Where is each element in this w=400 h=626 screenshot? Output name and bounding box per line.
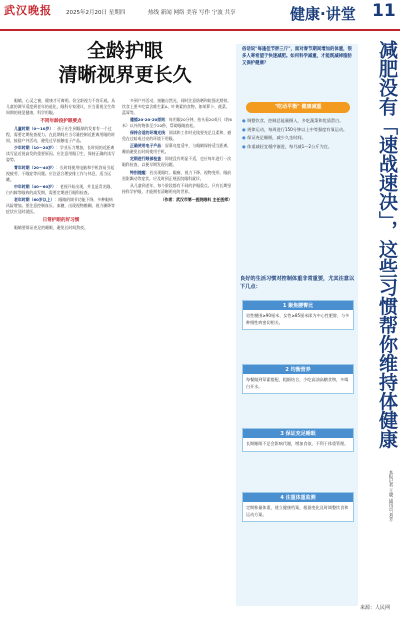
habit-box-3-text: 长期睡眠不足会影响代谢，增加食欲，不利于体重管理。 — [246, 441, 349, 446]
article-column-2 — [122, 98, 232, 204]
paragraph-text: ：每用眼20分钟，抬头看20英尺（约6米）以外的物体至少20秒，帮助眼睛放松。 — [122, 117, 232, 129]
article-body — [6, 98, 234, 613]
paragraph-text: 眼睛要保证充足的睡眠，避免长时间熬夜。 — [14, 225, 88, 231]
paragraph-lead: 中年时期（40～60岁） — [14, 183, 56, 189]
paragraph-text: ：即使没有明显不适，也应每年进行一次眼科检查，以便早期发现问题。 — [122, 156, 232, 168]
paragraph-text: ：孩子出生到眼球的发育有一个过程，需要定期检查视力。在此期间应当尽量控制近距离用眼的时间，鼓励户外活动，避免过早接触电子产品。 — [6, 126, 115, 144]
header-rule — [0, 29, 400, 31]
article-paragraph — [6, 165, 116, 183]
tag-balanced-diet: "吃动平衡" 健康减重 — [246, 102, 350, 113]
habit-box-1-title: 1 聚焦腰臀比 — [243, 301, 353, 310]
bullet-icon: ● — [242, 135, 248, 141]
paragraph-text: ：若出现眼红、眼痛、视力下降、视物变形、眼前黑影飘动等症状，应及时到正规医院眼科就诊。 — [122, 169, 232, 181]
paragraph-lead: 青年时期（20～40岁） — [14, 164, 56, 170]
article-paragraph — [6, 197, 116, 215]
paragraph-text: 眼睛，心灵之窗，健康才可离明。但全龄视力不容乐观。从儿童的调节适度到老年的退化，眼科专家建议，应当重视全生命周期的视觉健康，科学用眼。 — [6, 98, 116, 116]
habit-box-3-title: 3 保证充足睡眠 — [243, 429, 353, 438]
article-paragraph — [122, 130, 232, 142]
article-paragraph — [122, 117, 232, 129]
paragraph-text: ：长时间使用电脑和手机容易引起视疲劳、干眼症等问题。应注意合理安排工作与休息，适当远眺。 — [6, 164, 115, 182]
habit-box-4-title: 4 注重体重监测 — [243, 493, 353, 502]
bullet-icon: ● — [242, 126, 248, 132]
article-headline — [30, 40, 220, 88]
paragraph-text: ：眼睛的调节功能下降，多种眼病风险增加。要注意控制血压、血糖，出现视物模糊、视力骤降等症状应及时就医。 — [6, 196, 115, 214]
article-subheading: 日常护眼的好习惯 — [42, 217, 80, 223]
article-paragraph — [6, 184, 116, 196]
article-paragraph — [122, 183, 232, 195]
panel-intro: 俗话说"每逢佳节胖三斤"，面对春节期间增加的体重，很多人寄希望于快速减肥。如何科学减重，才能既减掉脂肪又保护健康？ — [242, 47, 352, 67]
article-paragraph — [122, 143, 232, 155]
bullet-icon: ● — [242, 118, 248, 123]
article-paragraph — [6, 145, 116, 163]
paragraph-text: 从儿童到老年，每个阶段都有不同的护眼重点。只有长期坚持科学护眼，才能拥有清晰明亮的世界。 — [122, 182, 232, 194]
article-paragraph — [6, 126, 116, 144]
headline-line-1: 全龄护眼 — [86, 40, 163, 62]
habit-box-2-text: 每餐做到荤素搭配、粗细结合，少吃高油高糖食物，多喝白开水。 — [246, 377, 349, 389]
paragraph-lead: 儿童时期（0～10岁） — [14, 126, 54, 132]
page-number: 11 — [372, 1, 396, 21]
newspaper-logo: 武汉晚报 — [4, 4, 52, 17]
tip-item-3: ● 保证充足睡眠，减少久坐时间。 — [242, 135, 306, 141]
section-title: 健康·讲堂 — [290, 5, 356, 23]
article-author: （作者：武汉市第一医院眼科 主任医师） — [160, 196, 232, 202]
paragraph-lead: 保持合适的环境光线 — [130, 130, 166, 136]
habit-box-4 — [242, 492, 354, 522]
vertical-headline: 减肥没有「速战速决」，这些习惯帮你维持体健康 — [376, 40, 398, 449]
article-paragraph — [6, 98, 116, 116]
paragraph-text: ：屏幕亮度适中，与眼睛保持适当距离，睡前避免长时间使用手机。 — [122, 143, 232, 155]
habit-box-3 — [242, 428, 354, 452]
habit-box-1-text: 男性腰围≥90厘米、女性≥85厘米即为中心性肥胖，与多种慢性病密切相关。 — [246, 313, 350, 325]
bullet-icon: ● — [242, 144, 248, 150]
paragraph-lead: 少年时期（10～20岁） — [14, 145, 56, 151]
paragraph-text: ：老视开始出现，并且是青光眼、白内障等眼病的高发期，需要定期进行眼科检查。 — [6, 183, 115, 195]
tip-item-1: ● 调整饮食，控制总能量摄入，多吃蔬菜和优质蛋白。 — [242, 118, 344, 123]
article-paragraph — [122, 156, 232, 168]
vertical-byline: 本报记者 王晓 通讯员 刘芳 — [388, 470, 394, 522]
masthead-nav[interactable]: 热线 新闻 网络 美容 写作 宁波 共享 — [148, 10, 236, 16]
issue-date: 2025年2月20日 星期四 — [66, 10, 126, 16]
tips-list — [242, 118, 354, 153]
habit-box-1 — [242, 300, 354, 330]
habits-heading: 良好的生活习惯对控制体重非常重要，尤其注意以下几点： — [240, 276, 355, 290]
tip-item-2: ● 规律运动，每周进行150分钟以上中等强度有氧运动。 — [242, 126, 348, 132]
article-paragraph — [6, 225, 116, 231]
habit-box-2 — [242, 364, 354, 394]
article-subheading: 不同年龄段护眼要点 — [40, 119, 82, 125]
masthead — [0, 0, 400, 30]
habit-box-2-title: 2 均衡营养 — [243, 365, 353, 374]
article-column-1 — [6, 98, 116, 232]
article-paragraph — [122, 98, 232, 116]
paragraph-lead: 正确使用电子产品 — [130, 143, 162, 149]
paragraph-lead: 老年时期（60岁以上） — [14, 196, 55, 202]
source-credit: 来源：人民网 — [360, 605, 391, 611]
paragraph-text: ：学业压力增加，长时间的近距离读写是近视高发的重要原因。应注意用眼卫生，保持正确的读写姿势。 — [6, 145, 115, 163]
paragraph-lead: 定期进行眼部检查 — [130, 156, 162, 162]
paragraph-lead: 特别提醒 — [130, 169, 146, 175]
headline-line-2: 清晰视界更长久 — [58, 63, 192, 86]
paragraph-text: ：阅读和工作时光线要充足且柔和，避免在过暗或过亮的环境下用眼。 — [122, 130, 232, 142]
article-paragraph — [122, 170, 232, 182]
paragraph-text: 多到户外活动，接触自然光，同时注意防晒和防强光照射。饮食上要多吃富含维生素A、叶黄素的食物，如胡萝卜、菠菜、蓝莓等。 — [122, 98, 232, 116]
tip-item-4: ● 体重减轻宜循序渐进，每月减1～2公斤为宜。 — [242, 144, 333, 150]
habit-box-4-text: 定期称量体重，建立健康档案，根据变化及时调整饮食和运动方案。 — [246, 505, 349, 517]
paragraph-lead: 遵循20-20-20原则 — [130, 117, 166, 123]
